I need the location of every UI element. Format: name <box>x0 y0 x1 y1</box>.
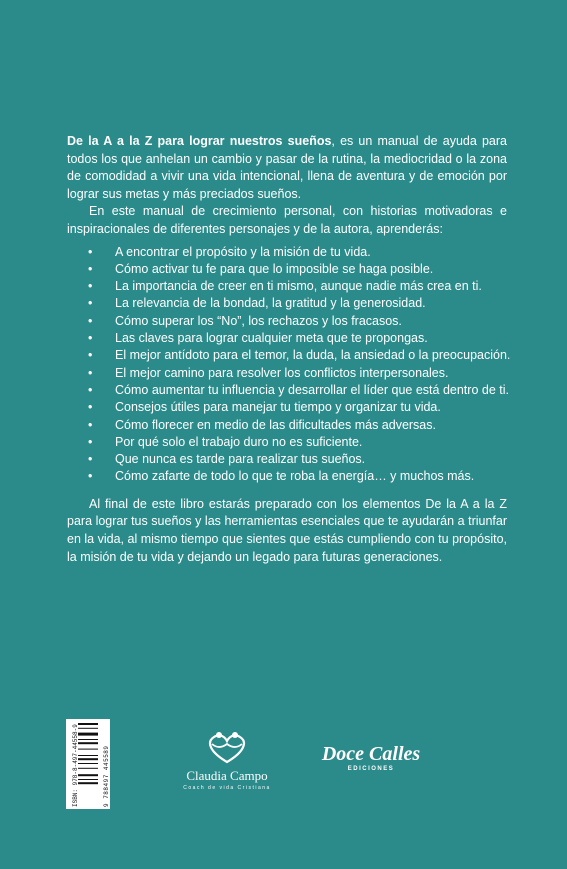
intro-text: , es un manual de ayuda para todos los que anhelan un cambio y pasar de la rutina, la mediocridad o la zona de comodidad a vivir una vida intencional, llena de aventura y de emoción por lograr sus metas y más preciados sueños. <box>67 134 507 201</box>
bullet-dot-icon: • <box>88 279 93 294</box>
bullet-text: Cómo aumentar tu influencia y desarrollar el líder que está dentro de ti. <box>115 382 509 397</box>
claudia-campo-name: Claudia Campo <box>186 768 268 783</box>
bullet-item <box>67 382 507 399</box>
bullet-dot-icon: • <box>88 331 93 346</box>
bullet-item <box>67 278 507 295</box>
doce-calles-name: Doce Calles <box>321 743 421 765</box>
bullet-text: Las claves para lograr cualquier meta que te propongas. <box>115 331 428 346</box>
bullet-text: Consejos útiles para manejar tu tiempo y organizar tu vida. <box>115 400 441 415</box>
bullet-dot-icon: • <box>88 382 93 397</box>
bullet-item <box>67 244 507 261</box>
bullet-dot-icon: • <box>88 348 93 363</box>
bullet-item <box>67 261 507 278</box>
claudia-campo-logo <box>172 730 282 791</box>
bullet-dot-icon: • <box>88 261 93 276</box>
bullet-text: Cómo activar tu fe para que lo imposible se haga posible. <box>115 261 434 276</box>
bullet-dot-icon: • <box>88 452 93 467</box>
bullet-dot-icon: • <box>88 469 93 484</box>
bullet-item <box>67 347 511 364</box>
learn-paragraph: En este manual de crecimiento personal, con historias motivadoras e inspiracionales de diferentes personajes y de la autora, aprenderás: <box>67 204 507 236</box>
bullet-item <box>67 417 507 434</box>
doce-calles-logo <box>305 744 437 772</box>
bullet-text: El mejor antídoto para el temor, la duda, la ansiedad o la preocupación. <box>115 348 511 363</box>
bullet-item <box>67 451 507 468</box>
back-cover-text <box>67 133 511 566</box>
bullet-text: A encontrar el propósito y la misión de tu vida. <box>115 244 371 259</box>
bullet-item <box>67 399 507 416</box>
bullet-list <box>67 244 511 486</box>
bullet-item <box>67 468 507 485</box>
isbn-label: ISBN: 978-8-497-44558-9 <box>72 724 79 807</box>
bullet-item <box>67 434 507 451</box>
bullet-dot-icon: • <box>88 313 93 328</box>
bullet-dot-icon: • <box>88 400 93 415</box>
isbn-digits: 9 788497 445589 <box>103 745 110 807</box>
bullet-text: El mejor camino para resolver los conflictos interpersonales. <box>115 365 449 380</box>
closing-paragraph: Al final de este libro estarás preparado con los elementos De la A a la Z para lograr tus sueños y las herramientas esenciales que te ayudarán a triunfar en la vida, al mismo tiempo que sientes que estás cumpliendo con tu propósito, la misión de tu vida y dejando un legado para futuras generaciones. <box>67 496 507 564</box>
bullet-text: Cómo florecer en medio de las dificultades más adversas. <box>115 417 436 432</box>
bullet-dot-icon: • <box>88 434 93 449</box>
bullet-text: La importancia de creer en ti mismo, aunque nadie más crea en ti. <box>115 279 482 294</box>
bullet-text: Cómo zafarte de todo lo que te roba la energía… y muchos más. <box>115 469 475 484</box>
people-heart-icon <box>200 730 254 766</box>
doce-calles-sub: EDICIONES <box>347 766 395 772</box>
book-title-bold: De la A a la Z para lograr nuestros sueños <box>67 134 332 148</box>
bullet-item <box>67 365 507 382</box>
bullet-dot-icon: • <box>88 365 93 380</box>
bullet-text: Cómo superar los “No”, los rechazos y los fracasos. <box>115 313 402 328</box>
bullet-dot-icon: • <box>88 417 93 432</box>
intro-paragraph <box>67 133 507 203</box>
bullet-dot-icon: • <box>88 296 93 311</box>
bullet-item <box>67 330 507 347</box>
bullet-item <box>67 313 507 330</box>
bullet-dot-icon: • <box>88 244 93 259</box>
bullet-text: Que nunca es tarde para realizar tus sueños. <box>115 452 366 467</box>
bullet-item <box>67 295 507 312</box>
bullet-text: La relevancia de la bondad, la gratitud y la generosidad. <box>115 296 426 311</box>
claudia-campo-tagline: Coach de vida Cristiana <box>183 785 271 791</box>
bullet-text: Por qué solo el trabajo duro no es suficiente. <box>115 434 363 449</box>
isbn-barcode <box>66 719 110 809</box>
